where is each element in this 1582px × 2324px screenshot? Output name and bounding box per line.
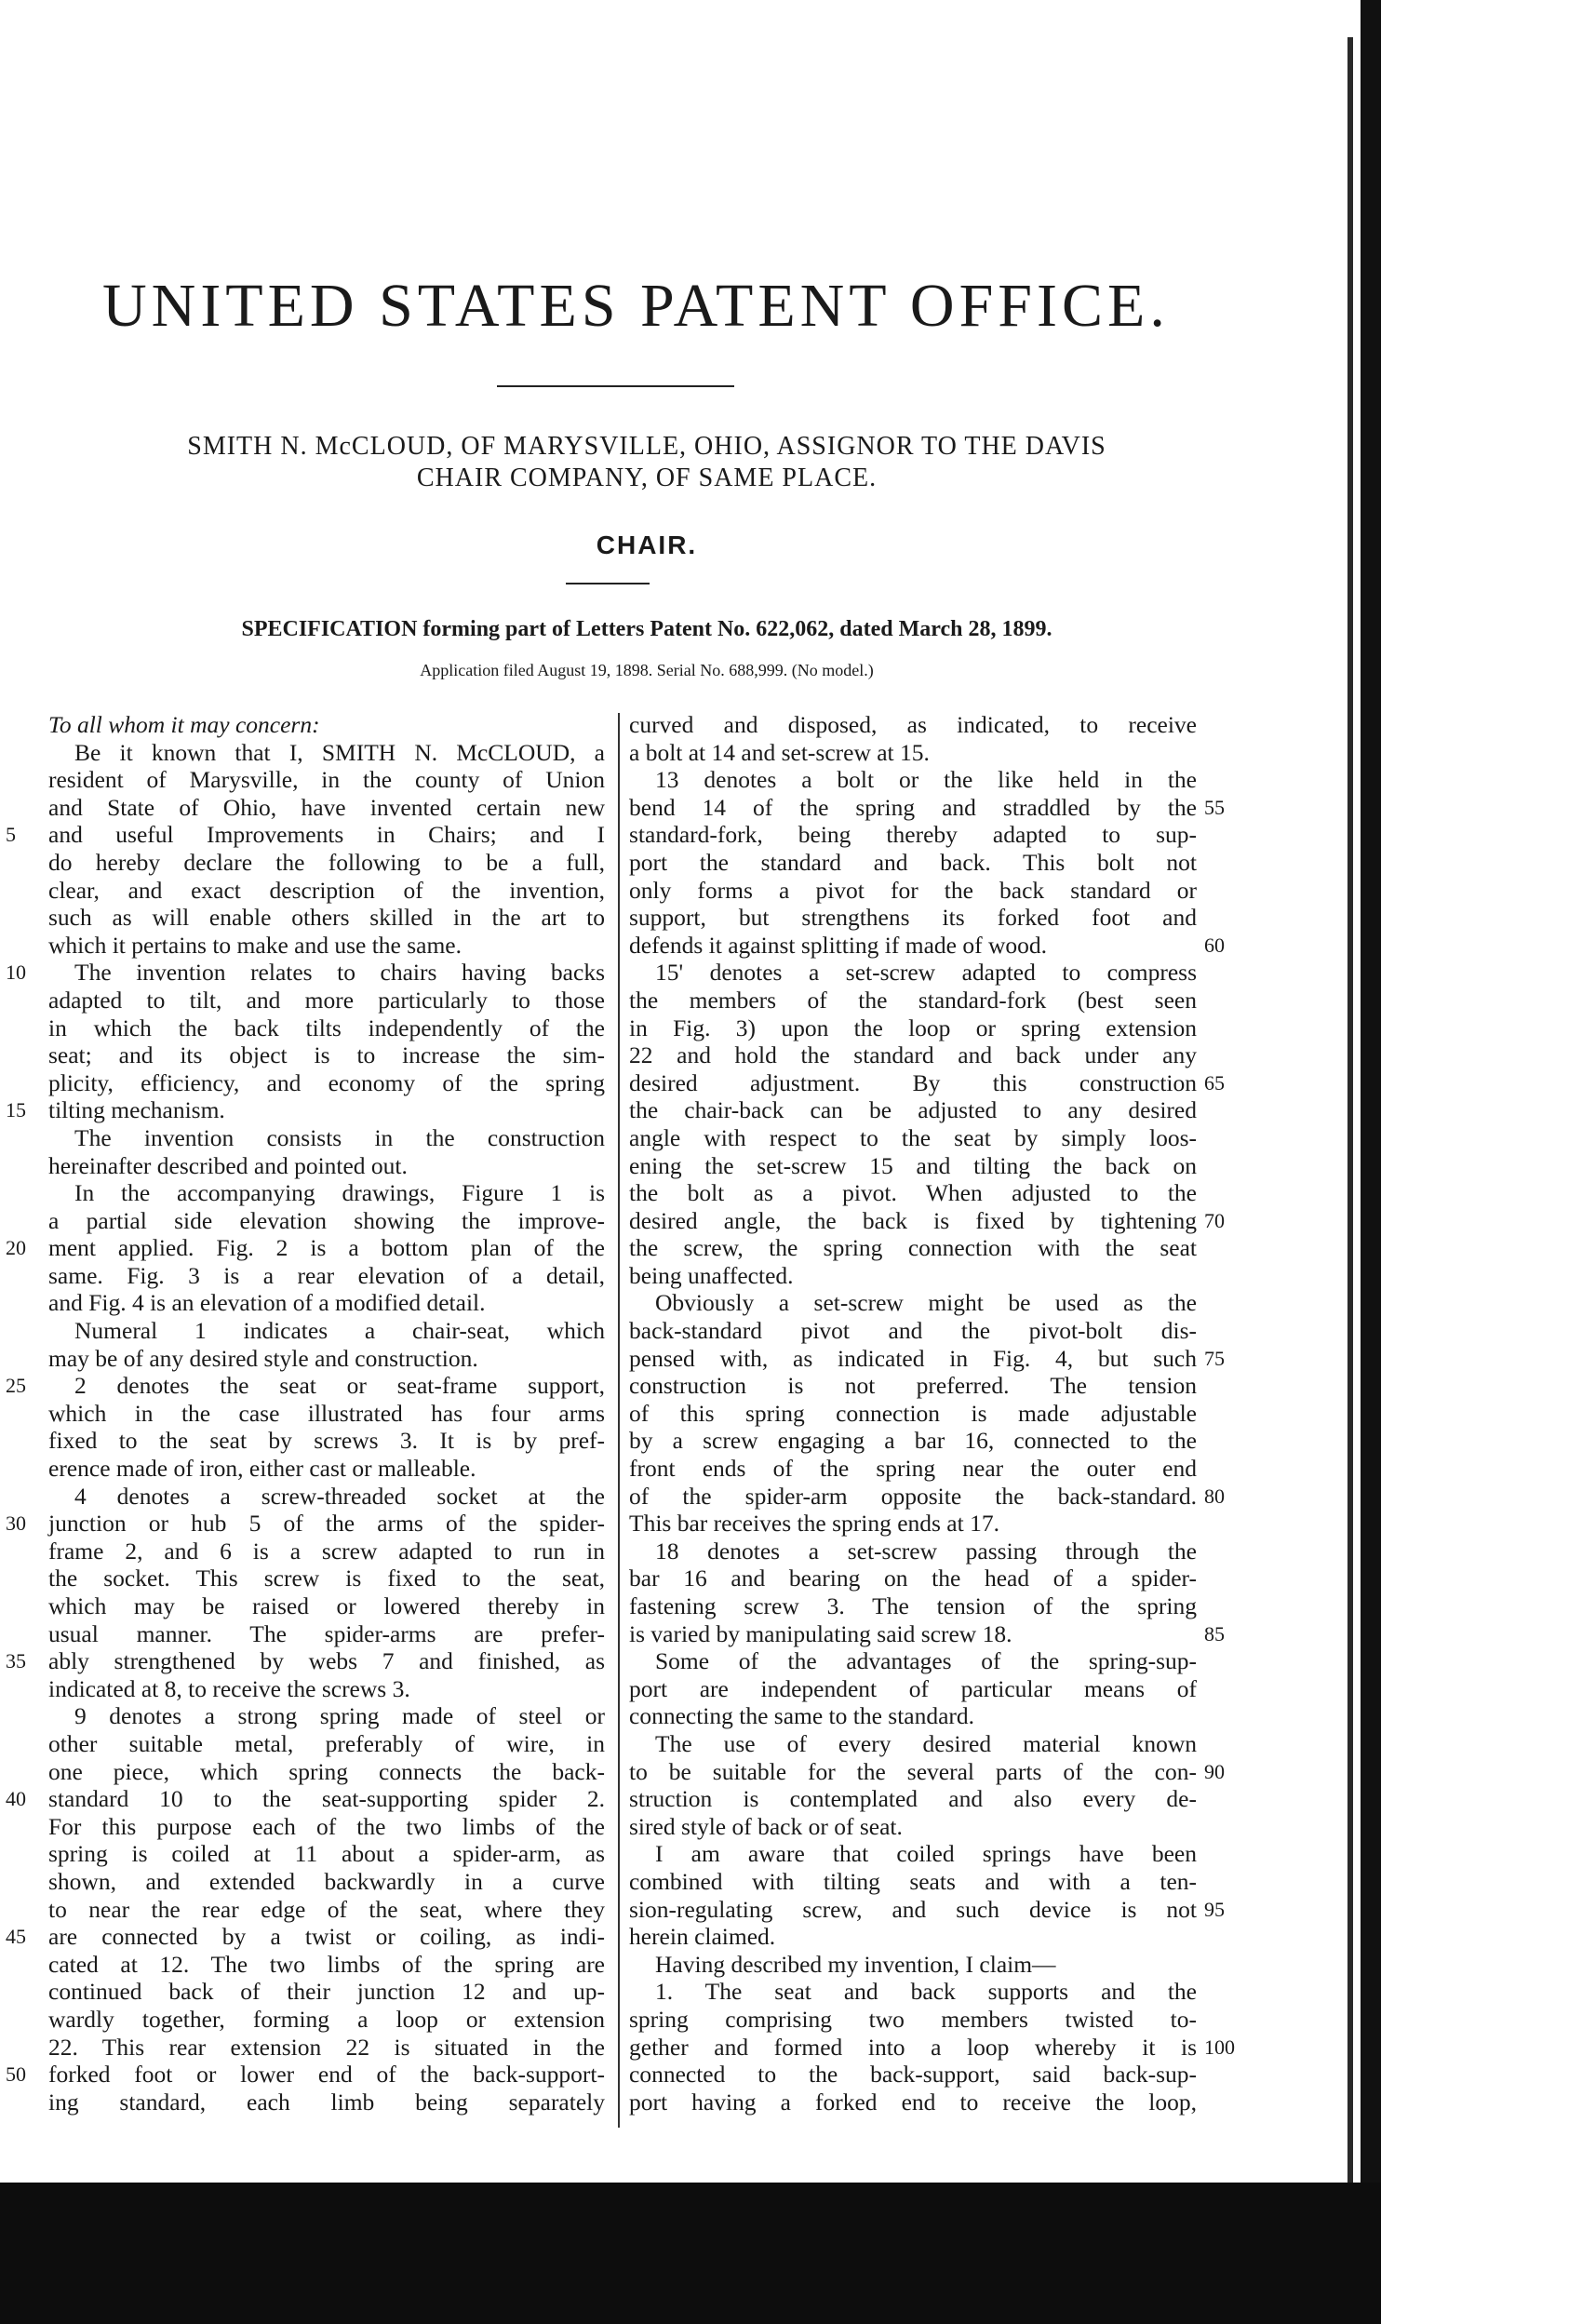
left-column-line: tilting mechanism. [48,1096,225,1124]
right-line-number: 95 [1204,1897,1225,1921]
left-column-line: plicity, efficiency, and economy of the spring [48,1068,605,1096]
left-column-line: spring is coiled at 11 about a spider-arm, as [48,1840,605,1868]
left-line-number: 25 [6,1374,26,1398]
scan-edge-inner [1347,37,1353,2271]
left-column-line: are connected by a twist or coiling, as indi- [48,1923,605,1951]
right-column-line: sired style of back or of seat. [629,1812,903,1840]
specification-line: SPECIFICATION forming part of Letters Patent No. 622,062, dated March 28, 1899. [241,617,1052,641]
right-line-number: 80 [1204,1484,1225,1508]
left-column-line: in which the back tilts independently of the [48,1014,605,1041]
left-column-line: a partial side elevation showing the improve- [48,1206,605,1234]
left-line-number: 15 [6,1098,26,1122]
right-column-line: 22 and hold the standard and back under any [629,1041,1197,1069]
office-title: UNITED STATES PATENT OFFICE. [102,272,1170,340]
right-column-line: port are independent of particular means of [629,1674,1197,1702]
left-column-line: same. Fig. 3 is a rear elevation of a detail, [48,1261,605,1289]
left-column-line: which in the case illustrated has four arms [48,1399,605,1427]
right-column-line: angle with respect to the seat by simply loos- [629,1123,1197,1151]
scan-edge-right [1361,0,1381,2324]
left-line-number: 45 [6,1925,26,1949]
right-column-line: 13 denotes a bolt or the like held in the [655,766,1197,794]
scan-edge-bottom [0,2183,1381,2324]
left-column-line: 2 denotes the seat or seat-frame support, [74,1372,605,1400]
right-column-line: connecting the same to the standard. [629,1702,975,1730]
right-column-line: bend 14 of the spring and straddled by the [629,793,1197,821]
heading-rule [566,583,650,584]
right-column-line: the bolt as a pivot. When adjusted to the [629,1179,1197,1207]
right-line-number: 70 [1204,1208,1225,1232]
right-column-line: port having a forked end to receive the loop, [629,2088,1197,2116]
left-column-line: forked foot or lower end of the back-support- [48,2061,605,2089]
left-column-line: wardly together, forming a loop or extension [48,2005,605,2033]
left-column-line: junction or hub 5 of the arms of the spider- [48,1510,605,1538]
right-column-line: in Fig. 3) upon the loop or spring extension [629,1014,1197,1041]
left-column-line: and Fig. 4 is an elevation of a modified detail. [48,1289,486,1317]
left-column-line: indicated at 8, to receive the screws 3. [48,1674,410,1702]
right-line-number: 75 [1204,1346,1225,1370]
right-column-line: is varied by manipulating said screw 18. [629,1619,1012,1647]
left-column-line: In the accompanying drawings, Figure 1 is [74,1179,605,1207]
left-column-line: To all whom it may concern: [48,711,320,738]
right-column-line: gether and formed into a loop whereby it is [629,2033,1197,2061]
column-divider [618,713,620,2128]
right-column-line: 18 denotes a set-screw passing through the [655,1537,1197,1565]
right-column-line: the screw, the spring connection with the seat [629,1234,1197,1262]
title-rule [497,385,734,387]
left-column-line: the socket. This screw is fixed to the seat, [48,1565,605,1592]
left-column-line: seat; and its object is to increase the sim- [48,1041,605,1069]
left-column-line: such as will enable others skilled in the art to [48,904,605,932]
left-column-line: do hereby declare the following to be a full, [48,848,605,876]
right-column-line: only forms a pivot for the back standard or [629,876,1197,904]
right-column-line: being unaffected. [629,1261,794,1289]
right-column [629,711,1197,2116]
left-column-line: continued back of their junction 12 and up- [48,1978,605,2006]
left-line-number: 10 [6,960,26,985]
right-column-line: defends it against splitting if made of wood. [629,931,1048,959]
right-column-line: 1. The seat and back supports and the [655,1978,1197,2006]
right-column-line: standard-fork, being thereby adapted to sup- [629,821,1197,849]
left-column-line: 4 denotes a screw-threaded socket at the [74,1482,605,1510]
right-column-line: combined with tilting seats and with a ten- [629,1867,1197,1895]
left-column-line: clear, and exact description of the invention, [48,876,605,904]
right-column-line: back-standard pivot and the pivot-bolt dis- [629,1317,1197,1345]
left-column-line: one piece, which spring connects the back- [48,1757,605,1785]
right-line-number: 90 [1204,1759,1225,1783]
left-column-line: shown, and extended backwardly in a curve [48,1867,605,1895]
left-column-line: For this purpose each of the two limbs of the [48,1812,605,1840]
left-column-line: ment applied. Fig. 2 is a bottom plan of the [48,1234,605,1262]
left-column-line: standard 10 to the seat-supporting spider 2. [48,1785,605,1813]
left-column-line: cated at 12. The two limbs of the spring are [48,1950,605,1978]
right-column-line: curved and disposed, as indicated, to receive [629,711,1197,738]
left-column-line: and useful Improvements in Chairs; and I [48,821,605,849]
right-column-line: Having described my invention, I claim— [655,1950,1056,1978]
right-column-line: fastening screw 3. The tension of the spring [629,1592,1197,1619]
left-column-line: frame 2, and 6 is a screw adapted to run in [48,1537,605,1565]
right-column-line: the members of the standard-fork (best seen [629,986,1197,1014]
left-column-line: usual manner. The spider-arms are prefer- [48,1619,605,1647]
right-column-line: bar 16 and bearing on the head of a spider- [629,1565,1197,1592]
assignor-line-2: CHAIR COMPANY, OF SAME PLACE. [416,463,878,492]
right-column-line: spring comprising two members twisted to- [629,2005,1197,2033]
right-column-line: ening the set-screw 15 and tilting the back on [629,1151,1197,1179]
left-column-line: ing standard, each limb being separately [48,2088,605,2116]
left-column-line: which may be raised or lowered thereby in [48,1592,605,1619]
right-column-line: port the standard and back. This bolt not [629,848,1197,876]
right-column-line: front ends of the spring near the outer end [629,1455,1197,1483]
application-line: Application filed August 19, 1898. Serial No. 688,999. (No model.) [420,661,874,679]
right-line-number: 85 [1204,1621,1225,1646]
right-line-number: 65 [1204,1070,1225,1095]
right-column-line: I am aware that coiled springs have been [655,1840,1197,1868]
left-column-line: Numeral 1 indicates a chair-seat, which [74,1317,605,1345]
left-column [48,711,605,2116]
left-column-line: adapted to tilt, and more particularly to those [48,986,605,1014]
right-column-line: the chair-back can be adjusted to any desired [629,1096,1197,1124]
left-column-line: The invention relates to chairs having backs [74,959,605,987]
left-line-number: 30 [6,1511,26,1536]
invention-title: CHAIR. [596,531,698,559]
left-column-line: ably strengthened by webs 7 and finished, as [48,1647,605,1675]
left-line-number: 50 [6,2062,26,2087]
right-column-line: of the spider-arm opposite the back-standard. [629,1482,1197,1510]
right-column-line: to be suitable for the several parts of the con- [629,1757,1197,1785]
right-column-line: pensed with, as indicated in Fig. 4, but such [629,1344,1197,1372]
right-column-line: Some of the advantages of the spring-sup- [655,1647,1197,1675]
right-line-number: 60 [1204,933,1225,957]
left-column-line: may be of any desired style and construction. [48,1344,478,1372]
right-column-line: a bolt at 14 and set-screw at 15. [629,738,930,766]
right-column-line: desired angle, the back is fixed by tightening [629,1206,1197,1234]
left-column-line: and State of Ohio, have invented certain new [48,793,605,821]
right-column-line: connected to the back-support, said back-sup- [629,2061,1197,2089]
left-column-line: other suitable metal, preferably of wire, in [48,1729,605,1757]
left-column-line: to near the rear edge of the seat, where they [48,1895,605,1923]
left-column-line: 9 denotes a strong spring made of steel or [74,1702,605,1730]
right-column-line: The use of every desired material known [655,1729,1197,1757]
left-line-number: 20 [6,1236,26,1260]
left-column-line: resident of Marysville, in the county of Union [48,766,605,794]
left-column-line: Be it known that I, SMITH N. McCLOUD, a [74,738,605,766]
right-column-line: This bar receives the spring ends at 17. [629,1510,999,1538]
right-line-number: 100 [1204,2035,1235,2059]
left-column-line: 22. This rear extension 22 is situated in the [48,2033,605,2061]
left-column-line: hereinafter described and pointed out. [48,1151,408,1179]
right-column-line: of this spring connection is made adjustable [629,1399,1197,1427]
right-line-number: 55 [1204,795,1225,819]
right-column-line: desired adjustment. By this construction [629,1068,1197,1096]
left-line-number: 35 [6,1649,26,1673]
assignor-line-1: SMITH N. McCLOUD, OF MARYSVILLE, OHIO, ASSIGNOR TO THE DAVIS [187,432,1106,461]
right-column-line: sion-regulating screw, and such device is not [629,1895,1197,1923]
left-column-line: erence made of iron, either cast or malleable. [48,1455,476,1483]
left-line-number: 5 [6,823,16,847]
right-column-line: 15' denotes a set-screw adapted to compress [655,959,1197,987]
right-column-line: Obviously a set-screw might be used as the [655,1289,1197,1317]
left-column-line: The invention consists in the construction [74,1123,605,1151]
right-column-line: construction is not preferred. The tension [629,1372,1197,1400]
left-column-line: fixed to the seat by screws 3. It is by pref- [48,1427,605,1455]
right-column-line: herein claimed. [629,1923,776,1951]
right-column-line: struction is contemplated and also every de- [629,1785,1197,1813]
right-column-line: support, but strengthens its forked foot and [629,904,1197,932]
left-line-number: 40 [6,1787,26,1811]
left-column-line: which it pertains to make and use the same. [48,931,462,959]
right-column-line: by a screw engaging a bar 16, connected to the [629,1427,1197,1455]
